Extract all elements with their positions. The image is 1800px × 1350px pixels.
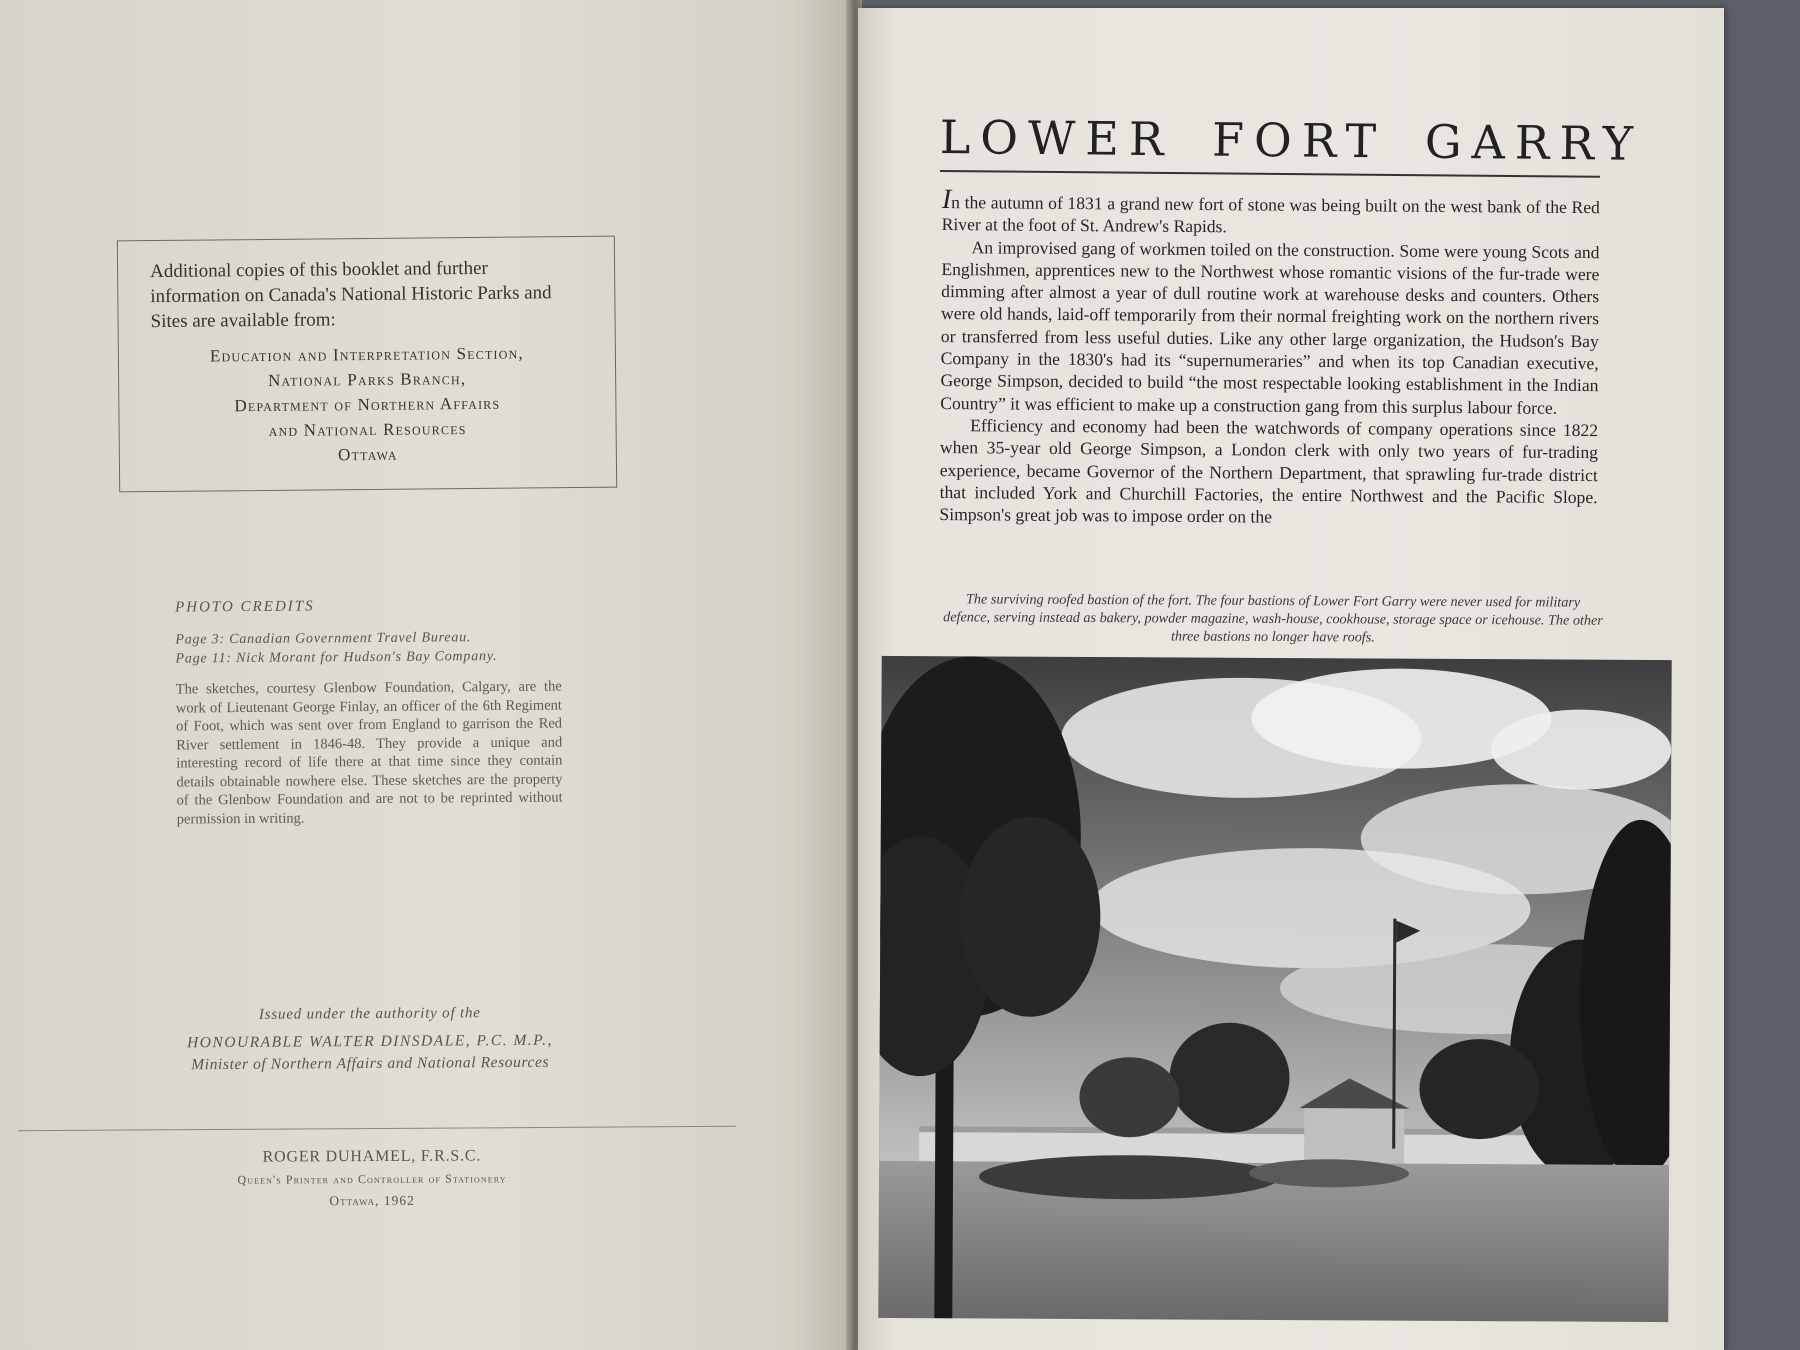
address-line: Ottawa bbox=[337, 444, 398, 465]
fort-bastion-image bbox=[878, 656, 1671, 1322]
paragraph: Efficiency and economy had been the watchwords of company operations since 1822 when 35-year old George Simpson, a London clerk with only two years of fur-trading experience, became Governor of the Northern Department, that sprawling fur-trade district that included York and Churchill Factories, the entire Northwest and the Pacific Slope. Simpson's great job was to impose order on the bbox=[939, 415, 1599, 527]
address-line: and National Resources bbox=[268, 419, 467, 440]
authority-block bbox=[150, 1004, 590, 1074]
sketch-note: The sketches, courtesy Glenbow Foundation, Calgary, are the work of Lieutenant George Finlay, an officer of the 6th Regiment of Foot, which was sent over from England to garrison the Red River settlement in 1846-48. They provide a unique and interesting record of life there at that time since they contain details obtainable nowhere else. These sketches are the property of the Glenbow Foundation and are not to be reprinted without permission in writing. bbox=[175, 678, 563, 828]
address-block bbox=[151, 340, 584, 469]
page-title: LOWER FORT GARRY bbox=[939, 110, 1644, 171]
paragraph: An improvised gang of workmen toiled on the construction. Some were young Scots and Englishmen, apprentices new to the Northwest whose romantic visions of the fur-trade were dimming after almost a year of dull routine work at warehouse desks and counters. Others were old hands, laid-off temporarily from their normal freighting work on the northern rivers or transferred from less useful duties. Like any other large organization, the Hudson's Bay Company in the 1830's had its “supernumeraries” and when its top Canadian executive, George Simpson, decided to build “the most respectable looking establishment in the Indian Country” it was efficient to make up a construction gang from this surplus labour force. bbox=[940, 236, 1600, 418]
fort-photo bbox=[878, 656, 1671, 1322]
body-text bbox=[939, 184, 1600, 531]
printer-block bbox=[172, 1147, 572, 1210]
address-line: Department of Northern Affairs bbox=[234, 393, 501, 416]
address-line: National Parks Branch, bbox=[267, 369, 467, 390]
minister-name: HONOURABLE WALTER DINSDALE, P.C. M.P., bbox=[187, 1031, 554, 1052]
info-box bbox=[117, 236, 617, 493]
minister-title: Minister of Northern Affairs and National Resources bbox=[191, 1053, 550, 1074]
info-text: Additional copies of this booklet and further information on Canada's National Historic Parks and Sites are available from: bbox=[150, 257, 552, 333]
credit-line: Page 3: Canadian Government Travel Bureau. bbox=[175, 630, 472, 648]
printer-place-date: Ottawa, 1962 bbox=[329, 1192, 415, 1209]
drop-cap: I bbox=[941, 184, 952, 216]
photo-credits-title: PHOTO CREDITS bbox=[175, 598, 315, 616]
printer-name: ROGER DUHAMEL, F.R.S.C. bbox=[262, 1147, 482, 1166]
address-line: Education and Interpretation Section, bbox=[209, 343, 524, 366]
credit-line: Page 11: Nick Morant for Hudson's Bay Company. bbox=[175, 648, 498, 667]
paragraph bbox=[941, 184, 1600, 241]
printer-title: Queen's Printer and Controller of Stationery bbox=[237, 1171, 507, 1187]
authority-line: Issued under the authority of the bbox=[258, 1005, 481, 1023]
photo-caption: The surviving roofed bastion of the fort. The four bastions of Lower Fort Garry were never used for military defence, serving instead as bakery, powder magazine, wash-house, cookhouse, storage space or icehouse. The other three bastions no longer have roofs. bbox=[943, 591, 1603, 646]
paragraph-text: n the autumn of 1831 a grand new fort of stone was being built on the west bank of the Red River at the foot of St. Andrew's Rapids. bbox=[941, 192, 1600, 237]
photo-credits bbox=[175, 596, 563, 843]
